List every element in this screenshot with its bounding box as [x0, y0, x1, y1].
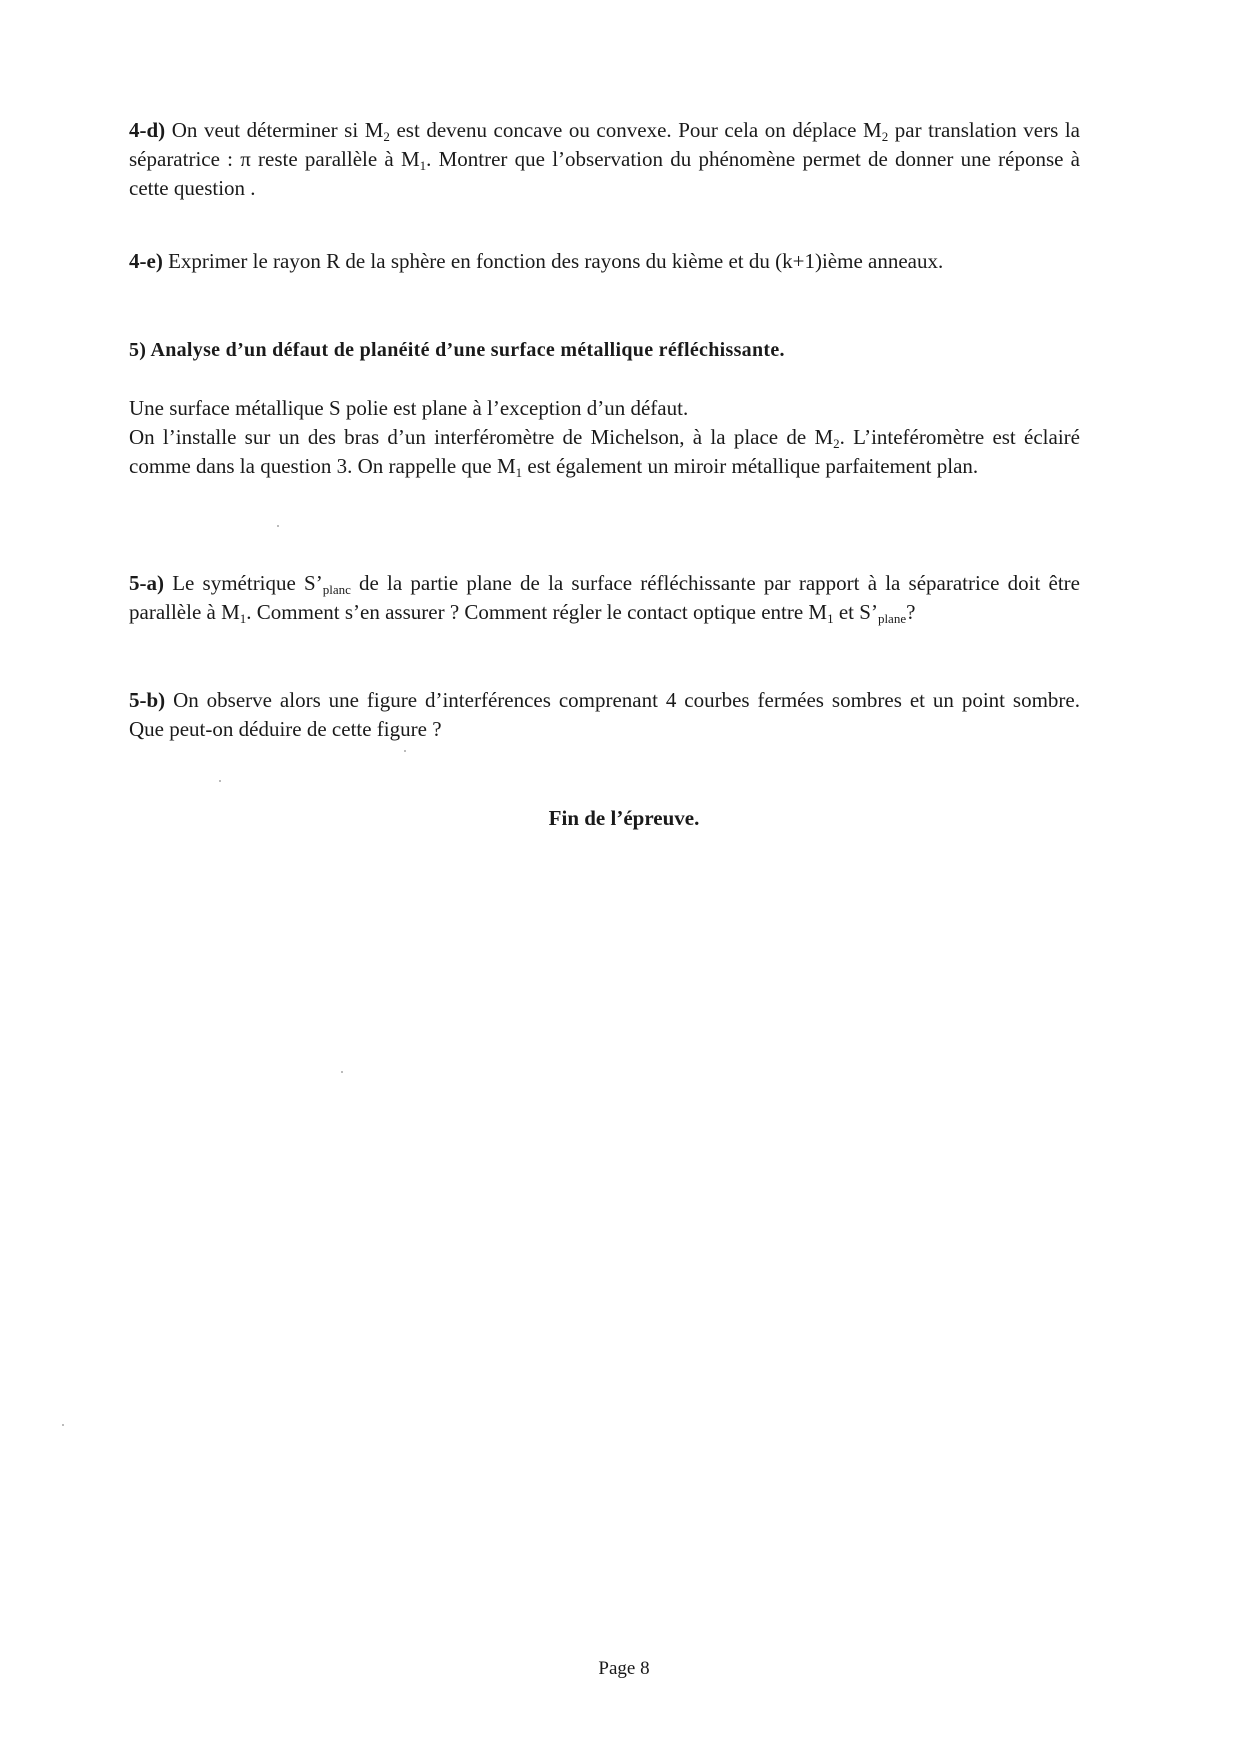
- question-4d: [129, 116, 1080, 203]
- question-5b: [129, 686, 1080, 744]
- end-of-exam: Fin de l’épreuve.: [548, 806, 700, 830]
- question-label: 4-d): [129, 118, 166, 142]
- question-4e: [129, 247, 1080, 276]
- intro-text: On l’installe sur un des bras d’un interféromètre de Michelson, à la place de M: [129, 425, 834, 449]
- question-text: est devenu concave ou convexe. Pour cela on déplace M: [389, 118, 882, 142]
- question-text: On veut déterminer si M: [165, 118, 384, 142]
- subscript: 1: [239, 611, 247, 626]
- question-text: de la partie plane de la surface réfléchissante par rapport à la séparatrice doit être parallèle à M: [129, 571, 1080, 624]
- intro-text: . L’inteféromètre est éclairé comme dans la question 3. On rappelle que M: [129, 425, 1080, 478]
- intro-text: est également un miroir métallique parfaitement plan.: [522, 454, 979, 478]
- scan-speck: [219, 780, 221, 782]
- subscript: 1: [827, 611, 834, 626]
- scan-speck: [62, 1424, 64, 1426]
- subscript: 2: [383, 129, 390, 144]
- page-number: Page 8: [598, 1658, 650, 1679]
- question-text: On observe alors une figure d’interférences comprenant 4 courbes fermées sombres et un point sombre. Que peut-on déduire de cette figure ?: [129, 688, 1080, 741]
- question-5a: [129, 569, 1080, 627]
- question-text: . Montrer que l’observation du phénomène permet de donner une réponse à cette question .: [129, 147, 1080, 200]
- intro-line: Une surface métallique S polie est plane à l’exception d’un défaut.: [129, 396, 689, 420]
- question-text: . Comment s’en assurer ? Comment régler le contact optique entre M: [246, 600, 828, 624]
- subscript: plane: [877, 611, 907, 626]
- scan-speck: [341, 1071, 343, 1073]
- subscript: 2: [833, 436, 840, 451]
- question-label: 5-b): [129, 688, 166, 712]
- question-text: par translation vers la séparatrice : π reste parallèle à M: [129, 118, 1081, 171]
- question-text: et S’: [833, 600, 878, 624]
- question-text: ?: [906, 600, 916, 624]
- question-label: 5-a): [129, 571, 164, 595]
- subscript: planc: [322, 582, 351, 597]
- question-text: Exprimer le rayon R de la sphère en fonction des rayons du kième et du (k+1)ième anneaux.: [162, 249, 944, 273]
- subscript: 2: [881, 129, 889, 144]
- question-text: Le symétrique S’: [164, 571, 323, 595]
- subscript: 1: [419, 158, 427, 173]
- section-5-intro: [129, 394, 1080, 481]
- subscript: 1: [515, 465, 523, 480]
- question-label: 4-e): [129, 249, 163, 273]
- scan-speck: [404, 750, 406, 752]
- section-5-heading: 5) Analyse d’un défaut de planéité d’une surface métallique réfléchissante.: [129, 339, 785, 361]
- scan-speck: [277, 525, 279, 527]
